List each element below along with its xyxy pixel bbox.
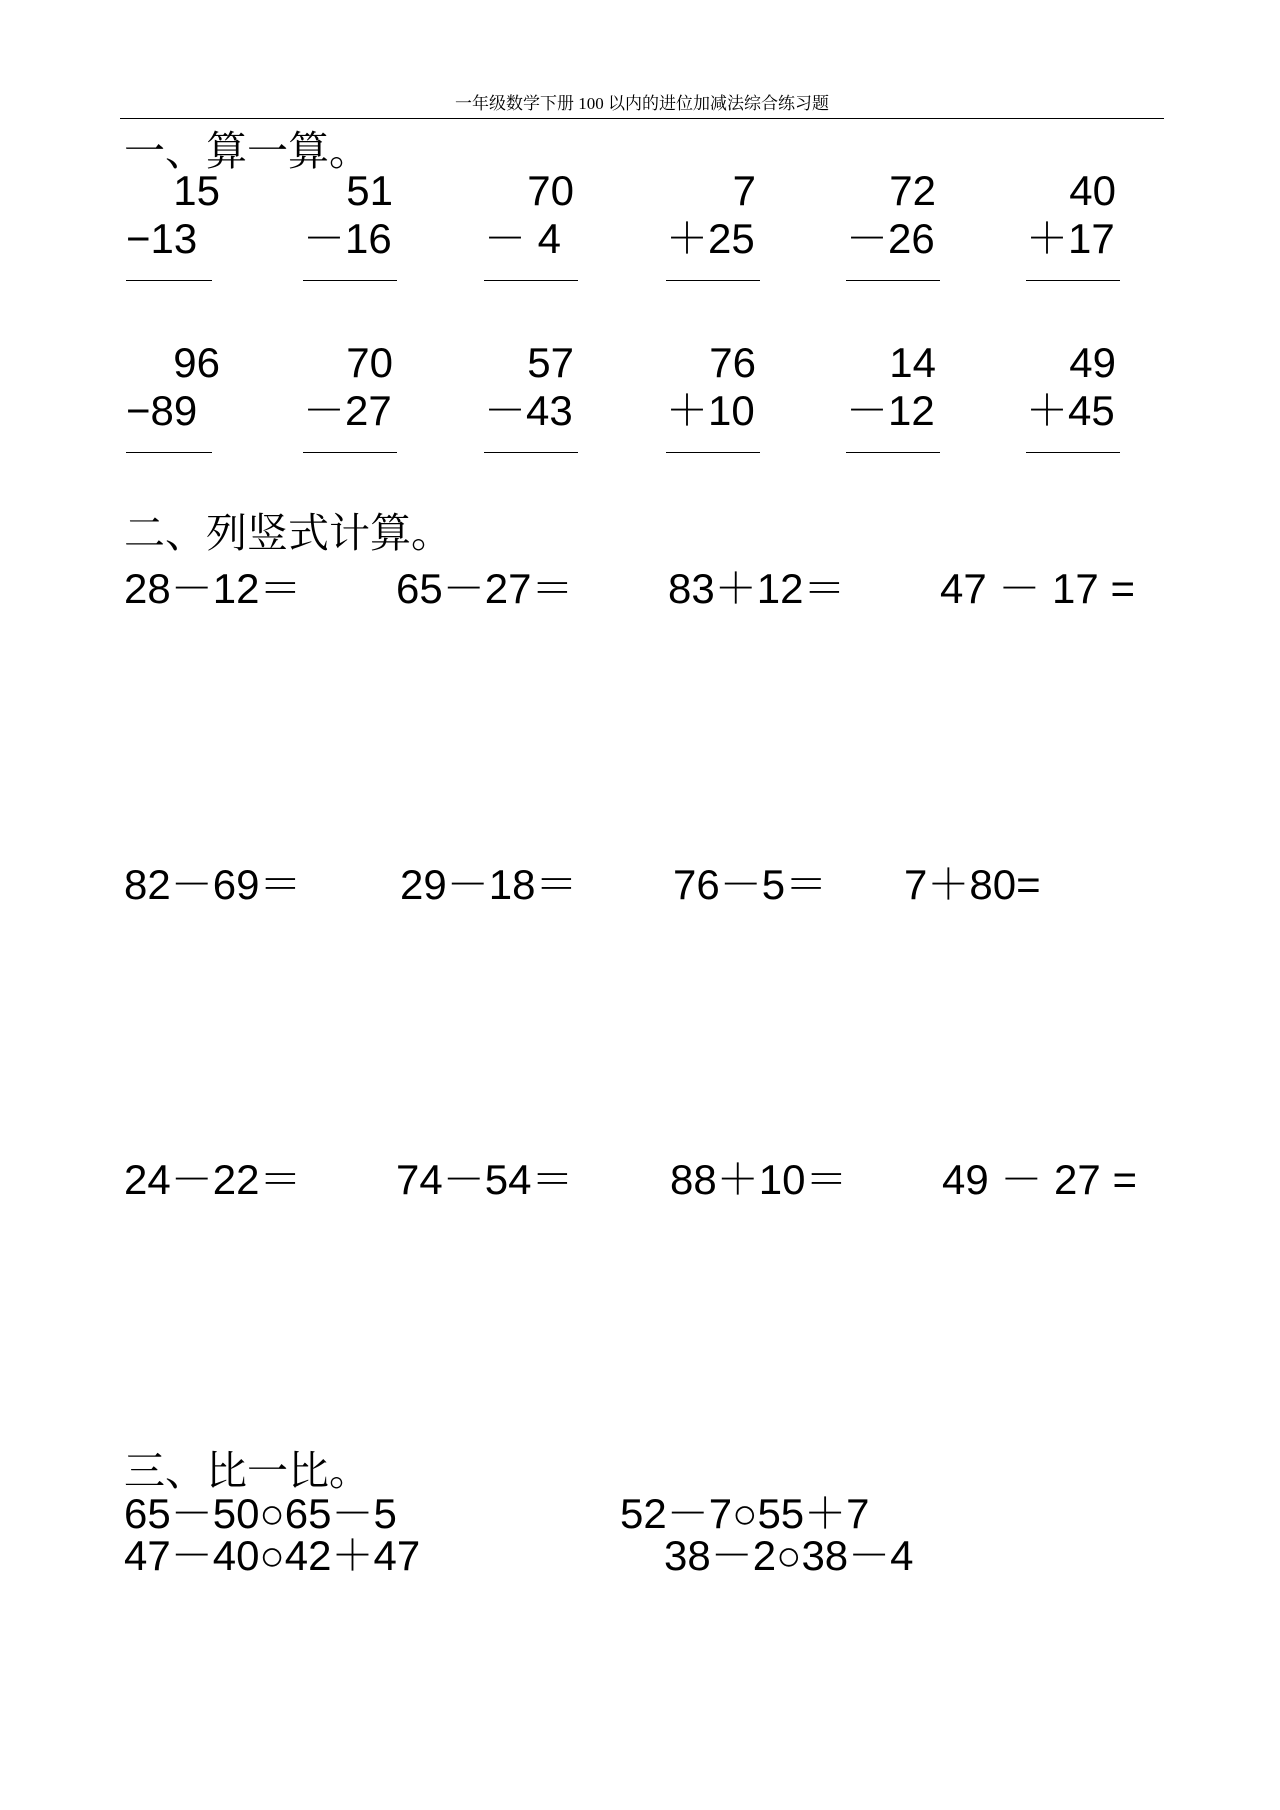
bottom-operand: －43	[484, 387, 573, 434]
equation: 49 － 27 =	[942, 1156, 1137, 1203]
answer-line	[846, 280, 940, 281]
equation: 88＋10＝	[670, 1156, 848, 1203]
answer-line	[846, 452, 940, 453]
top-number: 14	[889, 339, 936, 386]
answer-line	[303, 280, 397, 281]
bottom-operand: ＋25	[666, 215, 755, 262]
vertical-problem	[660, 340, 770, 436]
vertical-problem	[1020, 340, 1130, 436]
comparison-item: 52－7○55＋7	[620, 1490, 870, 1537]
bottom-operand: ＋17	[1026, 215, 1115, 262]
equation: 65－27＝	[396, 565, 574, 612]
bottom-operand: −89	[126, 387, 198, 434]
vertical-problem	[124, 168, 234, 264]
vertical-problem	[297, 168, 407, 264]
vertical-problem	[478, 168, 588, 264]
vertical-problem	[840, 168, 950, 264]
equation: 82－69＝	[124, 861, 302, 908]
equation: 83＋12＝	[668, 565, 846, 612]
answer-line	[1026, 280, 1120, 281]
top-number: 70	[527, 167, 574, 214]
answer-line	[666, 452, 760, 453]
top-number: 40	[1069, 167, 1116, 214]
equation: 28－12＝	[124, 565, 302, 612]
top-number: 51	[346, 167, 393, 214]
bottom-operand: －12	[846, 387, 935, 434]
answer-line	[1026, 452, 1120, 453]
top-number: 70	[346, 339, 393, 386]
equation: 47 － 17 =	[940, 565, 1135, 612]
equation: 24－22＝	[124, 1156, 302, 1203]
section3-title: 三、比一比。	[124, 1447, 370, 1495]
vertical-problem	[124, 340, 234, 436]
top-number: 57	[527, 339, 574, 386]
vertical-problem	[840, 340, 950, 436]
answer-line	[666, 280, 760, 281]
bottom-operand: ＋10	[666, 387, 755, 434]
answer-line	[126, 280, 212, 281]
bottom-operand: －16	[303, 215, 392, 262]
equation: 76－5＝	[673, 861, 828, 908]
answer-line	[303, 452, 397, 453]
bottom-operand: ＋45	[1026, 387, 1115, 434]
vertical-problem	[1020, 168, 1130, 264]
comparison-item: 38－2○38－4	[664, 1532, 914, 1579]
bottom-operand: −13	[126, 215, 198, 262]
top-number: 15	[173, 167, 220, 214]
page-header: 一年级数学下册 100 以内的进位加减法综合练习题	[455, 94, 829, 113]
equation: 74－54＝	[396, 1156, 574, 1203]
answer-line	[484, 280, 578, 281]
top-number: 49	[1069, 339, 1116, 386]
section1-title: 一、算一算。	[124, 127, 370, 175]
vertical-problem	[660, 168, 770, 264]
answer-line	[126, 452, 212, 453]
vertical-problem	[297, 340, 407, 436]
bottom-operand: － 4	[484, 215, 562, 262]
header-divider	[120, 118, 1164, 119]
comparison-item: 65－50○65－5	[124, 1490, 397, 1537]
equation: 29－18＝	[400, 861, 578, 908]
vertical-problem	[478, 340, 588, 436]
equation: 7＋80=	[904, 861, 1041, 908]
top-number: 76	[709, 339, 756, 386]
top-number: 7	[732, 167, 756, 214]
bottom-operand: －26	[846, 215, 935, 262]
top-number: 96	[173, 339, 220, 386]
comparison-item: 47－40○42＋47	[124, 1532, 421, 1579]
top-number: 72	[889, 167, 936, 214]
bottom-operand: －27	[303, 387, 392, 434]
section2-title: 二、列竖式计算。	[124, 509, 452, 557]
answer-line	[484, 452, 578, 453]
